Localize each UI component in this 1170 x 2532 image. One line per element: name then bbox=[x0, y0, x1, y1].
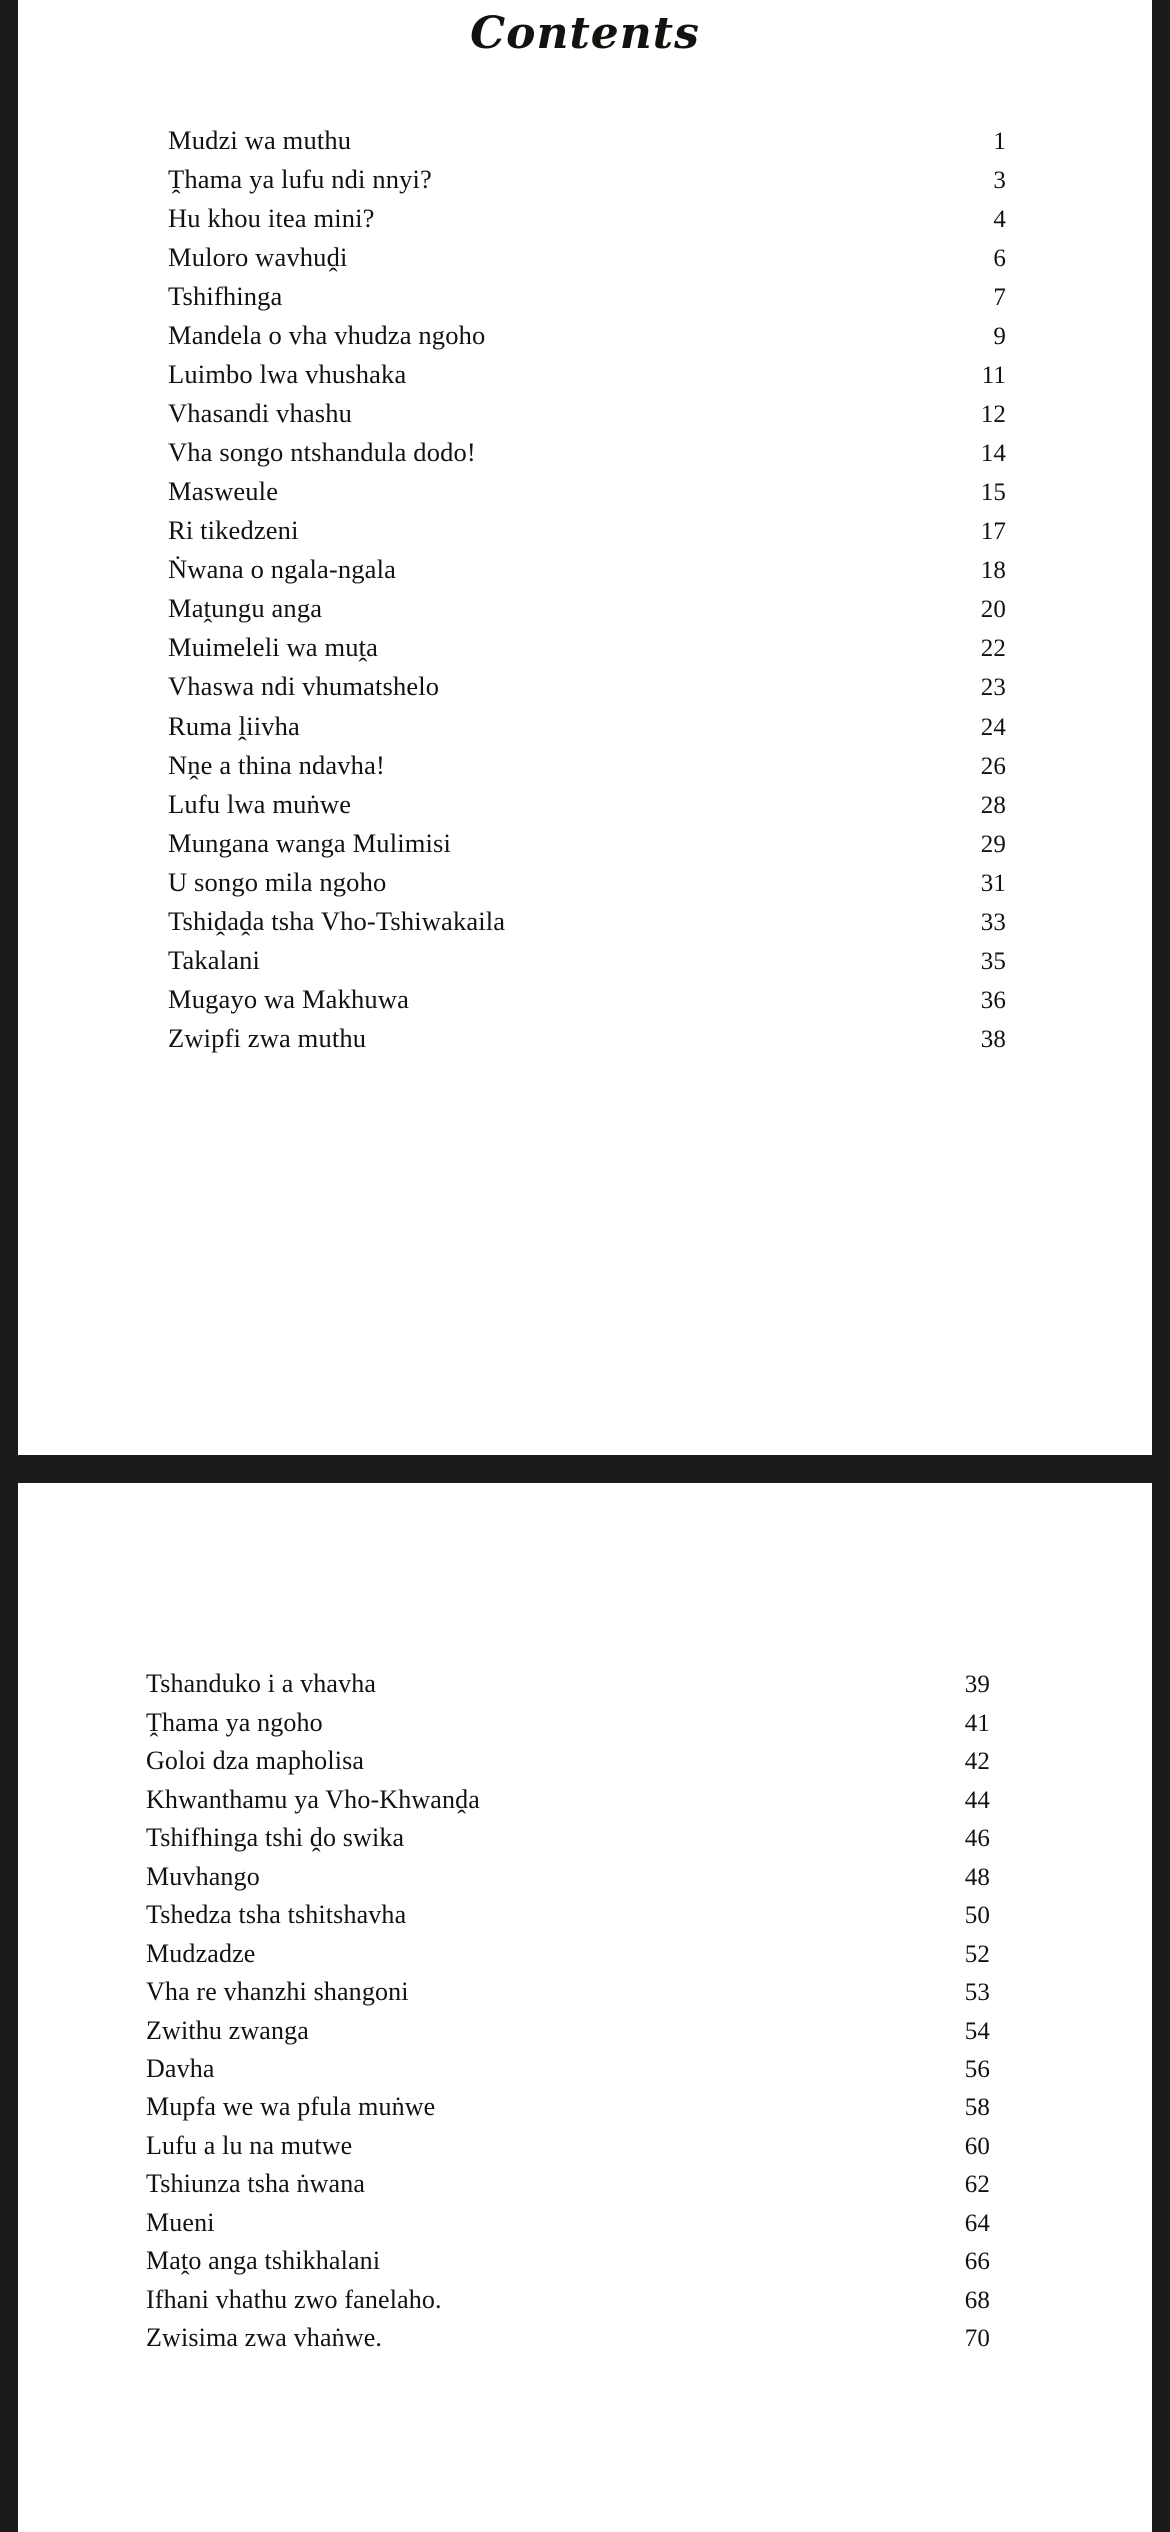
toc-entry[interactable] bbox=[168, 746, 1006, 785]
toc-entry-title: Mudzi wa muthu bbox=[168, 124, 352, 155]
toc-entry[interactable] bbox=[168, 434, 1006, 473]
toc-entry-title: Tshiḓaḓa tsha Vho-Tshiwakaila bbox=[168, 905, 506, 936]
toc-entry-title: Hu khou itea mini? bbox=[168, 202, 375, 233]
toc-entry[interactable] bbox=[168, 707, 1006, 746]
toc-entry-page: 24 bbox=[980, 713, 1006, 741]
toc-entry-title: Khwanthamu ya Vho-Khwanḓa bbox=[146, 1784, 480, 1814]
toc-entry-page: 46 bbox=[964, 1825, 990, 1853]
toc-entry-title: Tshifhinga bbox=[168, 280, 283, 311]
toc-entry[interactable] bbox=[168, 238, 1006, 277]
toc-entry-page: 31 bbox=[980, 869, 1006, 897]
toc-entry-page: 50 bbox=[964, 1902, 990, 1930]
table-of-contents-list-2 bbox=[18, 1483, 1152, 2357]
toc-entry[interactable] bbox=[146, 2204, 990, 2242]
toc-entry-title: Lufu lwa muṅwe bbox=[168, 788, 352, 819]
toc-entry-title: Maṱungu anga bbox=[168, 593, 323, 624]
toc-entry[interactable] bbox=[146, 1857, 990, 1895]
toc-entry[interactable] bbox=[146, 1780, 990, 1818]
toc-entry[interactable] bbox=[146, 2319, 990, 2357]
toc-entry[interactable] bbox=[146, 1934, 990, 1972]
toc-entry-title: Vha re vhanzhi shangoni bbox=[146, 1977, 409, 2007]
toc-entry-page: 33 bbox=[980, 908, 1006, 936]
toc-entry-title: Muloro wavhuḓi bbox=[168, 241, 348, 272]
toc-entry[interactable] bbox=[146, 2165, 990, 2203]
toc-entry[interactable] bbox=[146, 2011, 990, 2049]
toc-entry[interactable] bbox=[168, 1019, 1006, 1058]
toc-entry-title: Ṱhama ya lufu ndi nnyi? bbox=[168, 163, 432, 194]
toc-entry-title: Ṱhama ya ngoho bbox=[146, 1707, 323, 1737]
toc-entry-title: Muvhango bbox=[146, 1861, 260, 1891]
toc-entry-title: Ifhani vhathu zwo fanelaho. bbox=[146, 2284, 442, 2314]
toc-entry-title: Tshanduko i a vhavha bbox=[146, 1669, 377, 1699]
toc-entry-title: Mugayo wa Makhuwa bbox=[168, 983, 409, 1014]
toc-entry-page: 15 bbox=[980, 479, 1006, 507]
toc-entry-page: 35 bbox=[980, 947, 1006, 975]
toc-entry[interactable] bbox=[168, 160, 1006, 199]
toc-entry-title: Mandela o vha vhudza ngoho bbox=[168, 319, 486, 350]
toc-entry-page: 18 bbox=[980, 557, 1006, 585]
toc-entry-title: Mupfa we wa pfula muṅwe bbox=[146, 2092, 436, 2122]
toc-entry-page: 7 bbox=[993, 283, 1006, 311]
toc-entry[interactable] bbox=[168, 316, 1006, 355]
toc-entry-title: Tshiunza tsha ṅwana bbox=[146, 2169, 366, 2199]
toc-entry-title: Vha songo ntshandula dodo! bbox=[168, 437, 476, 468]
toc-entry-title: Masweule bbox=[168, 476, 279, 507]
table-of-contents-list-1 bbox=[18, 121, 1152, 1059]
toc-entry-page: 41 bbox=[964, 1709, 990, 1737]
toc-entry-title: Goloi dza mapholisa bbox=[146, 1746, 365, 1776]
toc-entry[interactable] bbox=[168, 121, 1006, 160]
toc-entry[interactable] bbox=[168, 199, 1006, 238]
toc-entry-page: 3 bbox=[993, 166, 1006, 194]
toc-entry[interactable] bbox=[168, 629, 1006, 668]
toc-entry-page: 20 bbox=[980, 596, 1006, 624]
toc-entry[interactable] bbox=[146, 1742, 990, 1780]
toc-entry[interactable] bbox=[146, 2127, 990, 2165]
toc-entry-page: 12 bbox=[980, 401, 1006, 429]
toc-entry[interactable] bbox=[146, 2242, 990, 2280]
toc-entry-page: 44 bbox=[964, 1786, 990, 1814]
toc-entry-title: Ruma ḽiivha bbox=[168, 710, 300, 741]
toc-entry[interactable] bbox=[146, 1896, 990, 1934]
toc-entry[interactable] bbox=[168, 863, 1006, 902]
toc-entry-page: 54 bbox=[964, 2017, 990, 2045]
toc-entry-page: 70 bbox=[964, 2325, 990, 2353]
toc-entry-page: 64 bbox=[964, 2209, 990, 2237]
toc-entry[interactable] bbox=[168, 512, 1006, 551]
toc-entry-page: 1 bbox=[993, 127, 1006, 155]
contents-page-1 bbox=[18, 0, 1152, 1455]
toc-entry-page: 42 bbox=[964, 1748, 990, 1776]
toc-entry[interactable] bbox=[146, 1665, 990, 1703]
toc-entry-page: 56 bbox=[964, 2055, 990, 2083]
toc-entry-page: 36 bbox=[980, 986, 1006, 1014]
toc-entry-title: Takalani bbox=[168, 944, 261, 975]
toc-entry-title: Ṅwana o ngala-ngala bbox=[168, 554, 396, 585]
toc-entry-page: 26 bbox=[980, 752, 1006, 780]
toc-entry-title: Nṋe a thina ndavha! bbox=[168, 749, 385, 780]
toc-entry-title: Ri tikedzeni bbox=[168, 515, 299, 546]
toc-entry[interactable] bbox=[168, 941, 1006, 980]
toc-entry[interactable] bbox=[146, 1703, 990, 1741]
page-title: Contents bbox=[470, 8, 700, 59]
toc-entry-title: Muimeleli wa muṱa bbox=[168, 632, 379, 663]
toc-entry[interactable] bbox=[168, 980, 1006, 1019]
toc-entry-title: Zwithu zwanga bbox=[146, 2015, 309, 2045]
contents-page-2 bbox=[18, 1483, 1152, 2532]
toc-entry-title: Zwisima zwa vhaṅwe. bbox=[146, 2323, 383, 2353]
toc-entry-page: 58 bbox=[964, 2094, 990, 2122]
toc-entry-title: Maṱo anga tshikhalani bbox=[146, 2246, 381, 2276]
toc-entry-page: 52 bbox=[964, 1940, 990, 1968]
toc-entry-page: 29 bbox=[980, 830, 1006, 858]
toc-entry[interactable] bbox=[168, 394, 1006, 433]
toc-entry-title: Mueni bbox=[146, 2207, 215, 2237]
toc-entry-page: 68 bbox=[964, 2286, 990, 2314]
toc-entry-page: 28 bbox=[980, 791, 1006, 819]
toc-entry-page: 14 bbox=[980, 440, 1006, 468]
toc-entry-title: Vhasandi vhashu bbox=[168, 398, 353, 429]
toc-entry-title: Mungana wanga Mulimisi bbox=[168, 827, 451, 858]
toc-entry-page: 9 bbox=[993, 322, 1006, 350]
toc-entry-title: Luimbo lwa vhushaka bbox=[168, 358, 407, 389]
toc-entry[interactable] bbox=[168, 473, 1006, 512]
toc-entry-page: 6 bbox=[993, 244, 1006, 272]
toc-entry[interactable] bbox=[168, 785, 1006, 824]
toc-entry-title: Mudzadze bbox=[146, 1938, 256, 1968]
toc-entry-title: Davha bbox=[146, 2053, 215, 2083]
toc-entry-page: 4 bbox=[993, 205, 1006, 233]
toc-entry-page: 38 bbox=[980, 1026, 1006, 1054]
toc-entry[interactable] bbox=[146, 2050, 990, 2088]
toc-entry-page: 66 bbox=[964, 2248, 990, 2276]
toc-entry-page: 62 bbox=[964, 2171, 990, 2199]
toc-entry-title: U songo mila ngoho bbox=[168, 866, 387, 897]
toc-entry[interactable] bbox=[146, 1819, 990, 1857]
toc-entry-title: Vhaswa ndi vhumatshelo bbox=[168, 671, 440, 702]
toc-entry[interactable] bbox=[168, 355, 1006, 394]
toc-entry-page: 11 bbox=[981, 361, 1006, 389]
toc-entry-page: 17 bbox=[980, 518, 1006, 546]
toc-entry[interactable] bbox=[168, 277, 1006, 316]
toc-entry[interactable] bbox=[168, 551, 1006, 590]
toc-entry-title: Lufu a lu na mutwe bbox=[146, 2130, 353, 2160]
toc-entry-page: 53 bbox=[964, 1979, 990, 2007]
toc-entry-page: 60 bbox=[964, 2132, 990, 2160]
toc-entry[interactable] bbox=[146, 2281, 990, 2319]
toc-entry[interactable] bbox=[146, 1973, 990, 2011]
toc-entry[interactable] bbox=[168, 902, 1006, 941]
toc-entry-page: 23 bbox=[980, 674, 1006, 702]
toc-entry[interactable] bbox=[146, 2088, 990, 2126]
toc-entry[interactable] bbox=[168, 824, 1006, 863]
toc-entry-page: 48 bbox=[964, 1863, 990, 1891]
toc-entry-page: 22 bbox=[980, 635, 1006, 663]
toc-entry[interactable] bbox=[168, 590, 1006, 629]
toc-entry-title: Zwipfi zwa muthu bbox=[168, 1023, 367, 1054]
toc-entry-title: Tshifhinga tshi ḓo swika bbox=[146, 1823, 405, 1853]
toc-entry[interactable] bbox=[168, 668, 1006, 707]
page-divider bbox=[0, 1455, 1170, 1483]
toc-entry-page: 39 bbox=[964, 1671, 990, 1699]
toc-entry-title: Tshedza tsha tshitshavha bbox=[146, 1900, 407, 1930]
